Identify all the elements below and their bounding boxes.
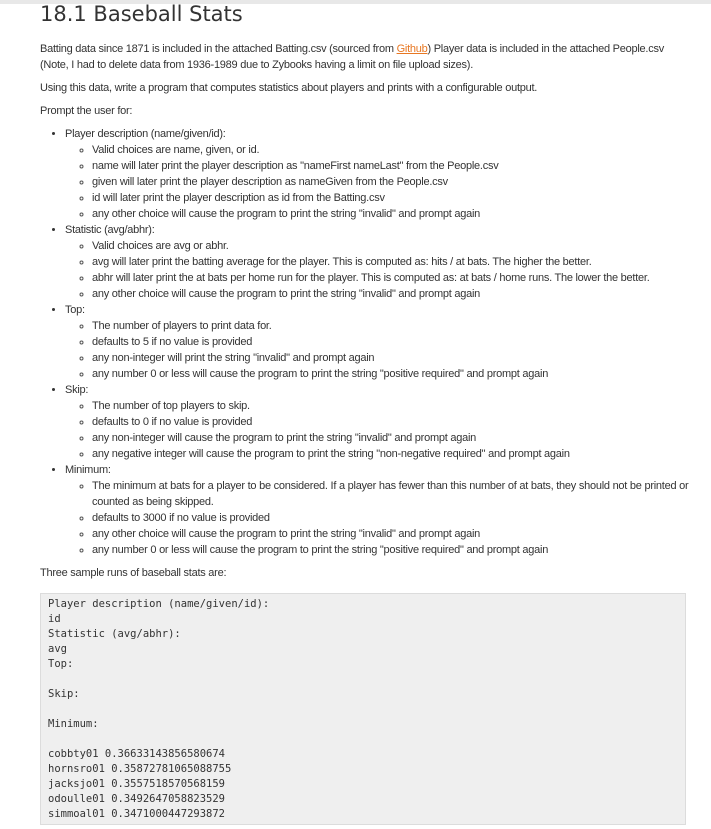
code-line: Minimum: — [48, 718, 99, 730]
rule-item: ◦ any negative integer will cause the program to print the string "non-negative required" and prompt again — [92, 446, 690, 462]
code-line — [48, 702, 685, 717]
rule-item: ◦ The number of top players to skip. — [92, 398, 690, 414]
rule-item: ◦ given will later print the player description as nameGiven from the People.csv — [92, 174, 690, 190]
intro-text-before-link: Batting data since 1871 is included in the attached Batting.csv (sourced from — [40, 43, 397, 55]
rule-item: ◦ name will later print the player description as "nameFirst nameLast" from the People.csv — [92, 158, 690, 174]
rule-item: ◦ defaults to 0 if no value is provided — [92, 414, 690, 430]
prompt-section-label: Minimum: — [65, 464, 111, 476]
prompt-section-rules — [65, 142, 690, 222]
prompt-section — [65, 462, 690, 558]
rule-item: ◦ any other choice will cause the program to print the string "invalid" and prompt again — [92, 526, 690, 542]
code-line: hornsro01 0.35872781065088755 — [48, 763, 232, 775]
code-line: Skip: — [48, 688, 80, 700]
sample-run-code-block — [40, 593, 686, 825]
code-line: avg — [48, 643, 67, 655]
intro-paragraph-data-source — [40, 41, 690, 73]
code-line: Player description (name/given/id): — [48, 598, 270, 610]
prompt-section-rules — [65, 478, 690, 558]
rule-item: ◦ Valid choices are avg or abhr. — [92, 238, 690, 254]
prompt-section-rules — [65, 318, 690, 382]
code-line: odoulle01 0.3492647058823529 — [48, 793, 226, 805]
page-title: 18.1 Baseball Stats — [40, 2, 243, 26]
prompt-section — [65, 302, 690, 382]
code-line: jacksjo01 0.3557518570568159 — [48, 778, 226, 790]
rule-item: ◦ The number of players to print data for. — [92, 318, 690, 334]
rule-item: ◦ any other choice will cause the program to print the string "invalid" and prompt again — [92, 206, 690, 222]
intro-text-after-link: ) Player data is included in the attached People.csv (Note, I had to delete data from 1936-1989 due to Zybooks having a limit on file upload sizes). — [40, 43, 664, 71]
rule-item: ◦ any number 0 or less will cause the program to print the string "positive required" and prompt again — [92, 366, 690, 382]
prompt-section-rules — [65, 238, 690, 302]
prompt-section-rules — [65, 398, 690, 462]
github-link[interactable]: Github — [396, 43, 428, 55]
rule-item: ◦ any non-integer will cause the program to print the string "invalid" and prompt again — [92, 430, 690, 446]
rule-item: ◦ any other choice will cause the program to print the string "invalid" and prompt again — [92, 286, 690, 302]
rule-item: ◦ any non-integer will print the string "invalid" and prompt again — [92, 350, 690, 366]
prompt-section — [65, 382, 690, 462]
code-line: id — [48, 613, 61, 625]
code-line: simmoal01 0.3471000447293872 — [48, 808, 226, 820]
prompt-section-label: Statistic (avg/abhr): — [65, 224, 155, 236]
prompt-requirements — [40, 126, 690, 558]
rule-item: ◦ any number 0 or less will cause the program to print the string "positive required" and prompt again — [92, 542, 690, 558]
rule-item: ◦ Valid choices are name, given, or id. — [92, 142, 690, 158]
rule-item: ◦ abhr will later print the at bats per home run for the player. This is computed as: at bats / home runs. The lower the better. — [92, 270, 690, 286]
rule-item: ◦ defaults to 3000 if no value is provided — [92, 510, 690, 526]
rule-item: ◦ The minimum at bats for a player to be considered. If a player has fewer than this number of at bats, they should not be printed or counted as being skipped. — [92, 478, 690, 510]
code-line — [48, 732, 685, 747]
code-line: Top: — [48, 658, 74, 670]
code-line: cobbty01 0.36633143856580674 — [48, 748, 226, 760]
prompt-section — [65, 222, 690, 302]
prompt-section-label: Skip: — [65, 384, 89, 396]
intro-paragraph-task: Using this data, write a program that computes statistics about players and prints with a configurable output. — [40, 82, 538, 94]
rule-item: ◦ id will later print the player description as id from the Batting.csv — [92, 190, 690, 206]
intro-paragraph-prompt: Prompt the user for: — [40, 105, 133, 117]
code-line: Statistic (avg/abhr): — [48, 628, 181, 640]
rule-item: ◦ defaults to 5 if no value is provided — [92, 334, 690, 350]
prompt-section — [65, 126, 690, 222]
intro-text — [40, 41, 690, 126]
sample-runs-intro: Three sample runs of baseball stats are: — [40, 567, 227, 579]
rule-item: ◦ avg will later print the batting average for the player. This is computed as: hits / at bats. The higher the better. — [92, 254, 690, 270]
prompt-section-label: Top: — [65, 304, 85, 316]
prompt-section-label: Player description (name/given/id): — [65, 128, 226, 140]
prompt-list — [40, 126, 690, 558]
code-line — [48, 672, 685, 687]
